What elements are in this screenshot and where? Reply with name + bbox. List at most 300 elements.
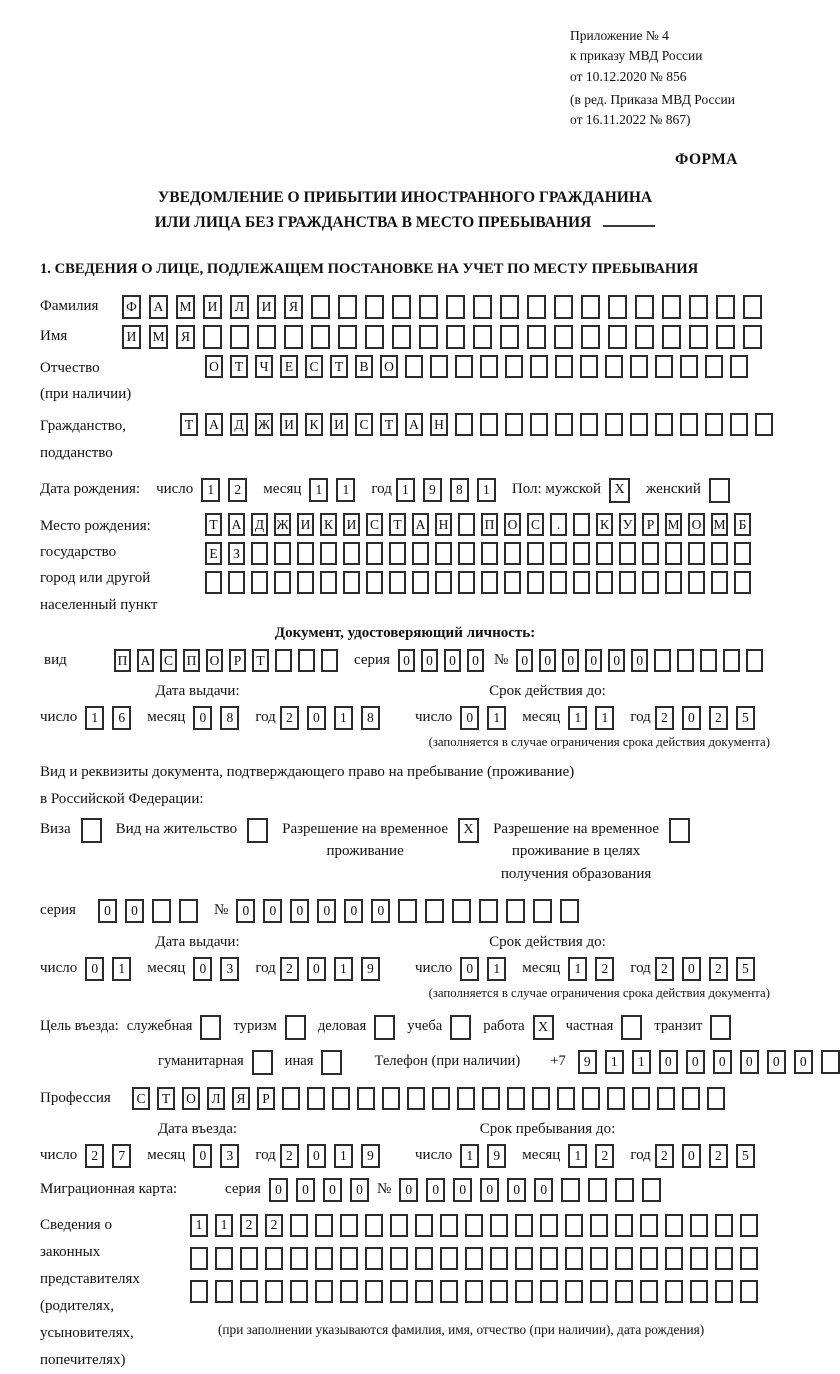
char-cell[interactable] <box>465 1214 483 1237</box>
char-cell[interactable]: 2 <box>655 706 674 730</box>
char-cell[interactable] <box>190 1247 208 1270</box>
char-cell[interactable] <box>654 649 671 672</box>
char-cell[interactable] <box>565 1280 583 1303</box>
char-cell[interactable] <box>642 1178 661 1202</box>
char-cell[interactable] <box>500 295 519 319</box>
char-cell[interactable]: 1 <box>487 706 506 730</box>
char-cell[interactable]: В <box>355 355 373 378</box>
char-cell[interactable] <box>315 1247 333 1270</box>
char-cell[interactable] <box>311 325 330 349</box>
char-cell[interactable]: С <box>355 413 373 436</box>
char-cell[interactable]: 2 <box>280 957 299 981</box>
char-cell[interactable] <box>274 571 291 594</box>
char-cell[interactable] <box>504 542 521 565</box>
char-cell[interactable] <box>530 355 548 378</box>
char-cell[interactable]: Л <box>230 295 249 319</box>
char-cell[interactable] <box>311 295 330 319</box>
char-cell[interactable]: С <box>132 1087 150 1110</box>
char-cell[interactable]: 0 <box>682 957 701 981</box>
char-cell[interactable] <box>682 1087 700 1110</box>
char-cell[interactable] <box>540 1214 558 1237</box>
char-cell[interactable]: И <box>203 295 222 319</box>
char-cell[interactable] <box>415 1280 433 1303</box>
char-cell[interactable]: М <box>176 295 195 319</box>
char-cell[interactable]: О <box>688 513 705 536</box>
char-cell[interactable] <box>581 325 600 349</box>
char-cell[interactable] <box>297 542 314 565</box>
char-cell[interactable] <box>457 1087 475 1110</box>
char-cell[interactable]: Д <box>251 513 268 536</box>
char-cell[interactable]: 1 <box>334 1144 353 1168</box>
char-cell[interactable]: 0 <box>398 649 415 672</box>
char-cell[interactable]: 9 <box>423 478 442 502</box>
char-cell[interactable] <box>740 1280 758 1303</box>
char-cell[interactable]: 0 <box>534 1178 553 1202</box>
char-cell[interactable]: 0 <box>794 1050 813 1074</box>
char-cell[interactable] <box>440 1214 458 1237</box>
char-cell[interactable]: 0 <box>686 1050 705 1074</box>
char-cell[interactable]: Л <box>207 1087 225 1110</box>
char-cell[interactable]: 1 <box>568 1144 587 1168</box>
char-cell[interactable]: Н <box>430 413 448 436</box>
char-cell[interactable]: Е <box>205 542 222 565</box>
char-cell[interactable]: И <box>330 413 348 436</box>
char-cell[interactable] <box>590 1214 608 1237</box>
char-cell[interactable] <box>482 1087 500 1110</box>
char-cell[interactable] <box>465 1280 483 1303</box>
char-cell[interactable]: И <box>257 295 276 319</box>
char-cell[interactable]: А <box>228 513 245 536</box>
char-cell[interactable] <box>662 325 681 349</box>
char-cell[interactable]: 2 <box>265 1214 283 1237</box>
char-cell[interactable]: 0 <box>516 649 533 672</box>
char-cell[interactable]: И <box>297 513 314 536</box>
char-cell[interactable]: 0 <box>344 899 363 923</box>
char-cell[interactable] <box>490 1214 508 1237</box>
char-cell[interactable]: 0 <box>444 649 461 672</box>
char-cell[interactable]: Т <box>389 513 406 536</box>
char-cell[interactable]: 0 <box>296 1178 315 1202</box>
char-cell[interactable] <box>642 542 659 565</box>
char-cell[interactable] <box>573 571 590 594</box>
char-cell[interactable]: 0 <box>307 706 326 730</box>
char-cell[interactable] <box>450 1015 471 1040</box>
char-cell[interactable]: 0 <box>350 1178 369 1202</box>
char-cell[interactable]: 8 <box>220 706 239 730</box>
char-cell[interactable]: 1 <box>85 706 104 730</box>
char-cell[interactable]: С <box>305 355 323 378</box>
char-cell[interactable] <box>392 325 411 349</box>
char-cell[interactable]: 6 <box>112 706 131 730</box>
char-cell[interactable] <box>365 1247 383 1270</box>
char-cell[interactable]: Я <box>232 1087 250 1110</box>
char-cell[interactable]: Т <box>252 649 269 672</box>
char-cell[interactable] <box>389 542 406 565</box>
char-cell[interactable] <box>715 1247 733 1270</box>
char-cell[interactable] <box>307 1087 325 1110</box>
char-cell[interactable] <box>689 325 708 349</box>
char-cell[interactable]: 0 <box>460 706 479 730</box>
char-cell[interactable] <box>343 571 360 594</box>
char-cell[interactable]: 0 <box>682 706 701 730</box>
char-cell[interactable]: 1 <box>605 1050 624 1074</box>
char-cell[interactable] <box>505 355 523 378</box>
char-cell[interactable] <box>596 571 613 594</box>
char-cell[interactable]: Т <box>380 413 398 436</box>
char-cell[interactable] <box>554 295 573 319</box>
char-cell[interactable]: 9 <box>361 1144 380 1168</box>
char-cell[interactable] <box>425 899 444 923</box>
char-cell[interactable]: 0 <box>467 649 484 672</box>
char-cell[interactable]: 0 <box>460 957 479 981</box>
char-cell[interactable]: 0 <box>307 957 326 981</box>
char-cell[interactable] <box>419 295 438 319</box>
char-cell[interactable] <box>690 1280 708 1303</box>
char-cell[interactable]: Е <box>280 355 298 378</box>
char-cell[interactable] <box>290 1280 308 1303</box>
char-cell[interactable]: 1 <box>309 478 328 502</box>
char-cell[interactable] <box>297 571 314 594</box>
char-cell[interactable] <box>203 325 222 349</box>
char-cell[interactable] <box>689 295 708 319</box>
char-cell[interactable] <box>415 1214 433 1237</box>
char-cell[interactable] <box>821 1050 840 1074</box>
char-cell[interactable]: О <box>205 355 223 378</box>
char-cell[interactable] <box>506 899 525 923</box>
char-cell[interactable]: И <box>280 413 298 436</box>
char-cell[interactable]: 0 <box>585 649 602 672</box>
char-cell[interactable]: Т <box>330 355 348 378</box>
char-cell[interactable] <box>357 1087 375 1110</box>
char-cell[interactable] <box>665 1247 683 1270</box>
char-cell[interactable] <box>700 649 717 672</box>
char-cell[interactable] <box>481 571 498 594</box>
char-cell[interactable]: 3 <box>220 1144 239 1168</box>
char-cell[interactable] <box>320 542 337 565</box>
char-cell[interactable] <box>285 1015 306 1040</box>
char-cell[interactable] <box>746 649 763 672</box>
char-cell[interactable]: 8 <box>361 706 380 730</box>
char-cell[interactable] <box>580 413 598 436</box>
char-cell[interactable] <box>527 325 546 349</box>
char-cell[interactable] <box>554 325 573 349</box>
char-cell[interactable] <box>240 1247 258 1270</box>
char-cell[interactable] <box>228 571 245 594</box>
char-cell[interactable] <box>515 1280 533 1303</box>
char-cell[interactable] <box>655 355 673 378</box>
char-cell[interactable] <box>338 295 357 319</box>
char-cell[interactable]: 9 <box>578 1050 597 1074</box>
char-cell[interactable]: З <box>228 542 245 565</box>
char-cell[interactable]: 0 <box>453 1178 472 1202</box>
char-cell[interactable] <box>412 542 429 565</box>
char-cell[interactable] <box>452 899 471 923</box>
char-cell[interactable] <box>382 1087 400 1110</box>
char-cell[interactable] <box>582 1087 600 1110</box>
char-cell[interactable] <box>200 1015 221 1040</box>
char-cell[interactable]: 5 <box>736 957 755 981</box>
char-cell[interactable]: О <box>182 1087 200 1110</box>
char-cell[interactable] <box>680 355 698 378</box>
char-cell[interactable] <box>573 542 590 565</box>
char-cell[interactable]: 2 <box>240 1214 258 1237</box>
char-cell[interactable]: Р <box>642 513 659 536</box>
char-cell[interactable] <box>730 355 748 378</box>
char-cell[interactable] <box>252 1050 273 1075</box>
char-cell[interactable]: Ф <box>122 295 141 319</box>
char-cell[interactable] <box>480 413 498 436</box>
char-cell[interactable]: А <box>412 513 429 536</box>
char-cell[interactable] <box>407 1087 425 1110</box>
char-cell[interactable] <box>743 325 762 349</box>
char-cell[interactable] <box>662 295 681 319</box>
char-cell[interactable]: 9 <box>487 1144 506 1168</box>
char-cell[interactable] <box>690 1247 708 1270</box>
char-cell[interactable] <box>315 1214 333 1237</box>
char-cell[interactable] <box>274 542 291 565</box>
char-cell[interactable]: 0 <box>98 899 117 923</box>
char-cell[interactable]: 0 <box>740 1050 759 1074</box>
char-cell[interactable] <box>621 1015 642 1040</box>
char-cell[interactable]: Т <box>180 413 198 436</box>
char-cell[interactable] <box>715 1214 733 1237</box>
char-cell[interactable]: Н <box>435 513 452 536</box>
char-cell[interactable] <box>550 542 567 565</box>
char-cell[interactable] <box>527 295 546 319</box>
char-cell[interactable] <box>540 1280 558 1303</box>
char-cell[interactable] <box>705 413 723 436</box>
char-cell[interactable] <box>366 571 383 594</box>
char-cell[interactable] <box>630 413 648 436</box>
char-cell[interactable] <box>590 1280 608 1303</box>
char-cell[interactable] <box>343 542 360 565</box>
char-cell[interactable] <box>179 899 198 923</box>
char-cell[interactable]: 1 <box>632 1050 651 1074</box>
char-cell[interactable] <box>711 542 728 565</box>
char-cell[interactable]: X <box>458 818 479 843</box>
char-cell[interactable]: 0 <box>421 649 438 672</box>
char-cell[interactable]: А <box>137 649 154 672</box>
char-cell[interactable]: О <box>380 355 398 378</box>
char-cell[interactable] <box>515 1247 533 1270</box>
char-cell[interactable] <box>340 1247 358 1270</box>
char-cell[interactable] <box>657 1087 675 1110</box>
char-cell[interactable]: 0 <box>85 957 104 981</box>
char-cell[interactable] <box>473 295 492 319</box>
char-cell[interactable]: 1 <box>334 706 353 730</box>
char-cell[interactable] <box>215 1280 233 1303</box>
char-cell[interactable] <box>389 571 406 594</box>
char-cell[interactable] <box>190 1280 208 1303</box>
char-cell[interactable] <box>740 1247 758 1270</box>
char-cell[interactable] <box>412 571 429 594</box>
char-cell[interactable] <box>365 1280 383 1303</box>
char-cell[interactable]: Б <box>734 513 751 536</box>
char-cell[interactable]: 7 <box>112 1144 131 1168</box>
char-cell[interactable] <box>640 1214 658 1237</box>
char-cell[interactable] <box>282 1087 300 1110</box>
char-cell[interactable] <box>504 571 521 594</box>
char-cell[interactable] <box>265 1247 283 1270</box>
char-cell[interactable] <box>340 1280 358 1303</box>
char-cell[interactable]: 0 <box>307 1144 326 1168</box>
char-cell[interactable]: 5 <box>736 1144 755 1168</box>
char-cell[interactable] <box>635 325 654 349</box>
char-cell[interactable]: А <box>205 413 223 436</box>
char-cell[interactable]: М <box>711 513 728 536</box>
char-cell[interactable] <box>338 325 357 349</box>
char-cell[interactable]: 2 <box>655 957 674 981</box>
char-cell[interactable] <box>605 355 623 378</box>
char-cell[interactable]: С <box>527 513 544 536</box>
char-cell[interactable]: Т <box>157 1087 175 1110</box>
char-cell[interactable] <box>481 542 498 565</box>
char-cell[interactable] <box>734 571 751 594</box>
char-cell[interactable] <box>479 899 498 923</box>
char-cell[interactable] <box>500 325 519 349</box>
char-cell[interactable]: 0 <box>608 649 625 672</box>
char-cell[interactable] <box>435 542 452 565</box>
char-cell[interactable]: 0 <box>659 1050 678 1074</box>
char-cell[interactable] <box>555 355 573 378</box>
char-cell[interactable]: 0 <box>125 899 144 923</box>
char-cell[interactable]: О <box>504 513 521 536</box>
char-cell[interactable] <box>230 325 249 349</box>
char-cell[interactable] <box>530 413 548 436</box>
char-cell[interactable]: 1 <box>460 1144 479 1168</box>
char-cell[interactable] <box>392 295 411 319</box>
char-cell[interactable] <box>332 1087 350 1110</box>
char-cell[interactable] <box>446 295 465 319</box>
char-cell[interactable]: 0 <box>371 899 390 923</box>
char-cell[interactable]: Ч <box>255 355 273 378</box>
char-cell[interactable]: 2 <box>709 957 728 981</box>
char-cell[interactable] <box>365 1214 383 1237</box>
char-cell[interactable]: 2 <box>709 1144 728 1168</box>
char-cell[interactable]: 1 <box>215 1214 233 1237</box>
char-cell[interactable] <box>435 571 452 594</box>
char-cell[interactable]: 0 <box>317 899 336 923</box>
char-cell[interactable]: 1 <box>477 478 496 502</box>
char-cell[interactable] <box>630 355 648 378</box>
char-cell[interactable] <box>711 571 728 594</box>
char-cell[interactable]: 0 <box>193 957 212 981</box>
char-cell[interactable]: 8 <box>450 478 469 502</box>
char-cell[interactable] <box>455 413 473 436</box>
char-cell[interactable] <box>642 571 659 594</box>
char-cell[interactable]: 0 <box>193 706 212 730</box>
char-cell[interactable] <box>632 1087 650 1110</box>
char-cell[interactable] <box>251 542 268 565</box>
char-cell[interactable] <box>515 1214 533 1237</box>
char-cell[interactable] <box>605 413 623 436</box>
char-cell[interactable] <box>581 295 600 319</box>
char-cell[interactable] <box>505 413 523 436</box>
char-cell[interactable] <box>480 355 498 378</box>
char-cell[interactable] <box>640 1280 658 1303</box>
char-cell[interactable] <box>715 1280 733 1303</box>
char-cell[interactable]: 0 <box>682 1144 701 1168</box>
char-cell[interactable] <box>565 1247 583 1270</box>
char-cell[interactable]: 1 <box>487 957 506 981</box>
char-cell[interactable]: 1 <box>568 706 587 730</box>
char-cell[interactable]: С <box>160 649 177 672</box>
char-cell[interactable]: 3 <box>220 957 239 981</box>
char-cell[interactable] <box>560 899 579 923</box>
char-cell[interactable]: Я <box>176 325 195 349</box>
char-cell[interactable]: 1 <box>334 957 353 981</box>
char-cell[interactable]: Т <box>205 513 222 536</box>
char-cell[interactable] <box>440 1280 458 1303</box>
char-cell[interactable]: 2 <box>228 478 247 502</box>
char-cell[interactable] <box>709 478 730 503</box>
char-cell[interactable] <box>619 571 636 594</box>
char-cell[interactable]: X <box>609 478 630 503</box>
char-cell[interactable]: 0 <box>263 899 282 923</box>
char-cell[interactable] <box>573 513 590 536</box>
char-cell[interactable]: Д <box>230 413 248 436</box>
char-cell[interactable] <box>588 1178 607 1202</box>
char-cell[interactable] <box>665 1280 683 1303</box>
char-cell[interactable]: 2 <box>280 1144 299 1168</box>
char-cell[interactable] <box>665 571 682 594</box>
char-cell[interactable]: 0 <box>713 1050 732 1074</box>
char-cell[interactable] <box>390 1214 408 1237</box>
char-cell[interactable] <box>455 355 473 378</box>
char-cell[interactable]: 2 <box>595 1144 614 1168</box>
char-cell[interactable]: К <box>305 413 323 436</box>
char-cell[interactable]: М <box>665 513 682 536</box>
char-cell[interactable]: Я <box>284 295 303 319</box>
char-cell[interactable] <box>390 1247 408 1270</box>
char-cell[interactable] <box>743 295 762 319</box>
char-cell[interactable] <box>290 1214 308 1237</box>
char-cell[interactable]: У <box>619 513 636 536</box>
char-cell[interactable] <box>730 413 748 436</box>
char-cell[interactable]: . <box>550 513 567 536</box>
char-cell[interactable] <box>365 325 384 349</box>
char-cell[interactable] <box>540 1247 558 1270</box>
char-cell[interactable]: 2 <box>85 1144 104 1168</box>
char-cell[interactable]: К <box>596 513 613 536</box>
char-cell[interactable]: М <box>149 325 168 349</box>
char-cell[interactable]: А <box>149 295 168 319</box>
char-cell[interactable] <box>608 295 627 319</box>
char-cell[interactable] <box>257 325 276 349</box>
char-cell[interactable] <box>734 542 751 565</box>
char-cell[interactable] <box>688 542 705 565</box>
char-cell[interactable] <box>152 899 171 923</box>
char-cell[interactable] <box>635 295 654 319</box>
char-cell[interactable] <box>527 542 544 565</box>
char-cell[interactable] <box>366 542 383 565</box>
char-cell[interactable] <box>655 413 673 436</box>
char-cell[interactable]: 0 <box>236 899 255 923</box>
char-cell[interactable]: 0 <box>399 1178 418 1202</box>
char-cell[interactable] <box>251 571 268 594</box>
char-cell[interactable] <box>607 1087 625 1110</box>
char-cell[interactable]: П <box>183 649 200 672</box>
char-cell[interactable] <box>446 325 465 349</box>
char-cell[interactable]: 0 <box>631 649 648 672</box>
char-cell[interactable] <box>398 899 417 923</box>
char-cell[interactable] <box>290 1247 308 1270</box>
char-cell[interactable] <box>608 325 627 349</box>
char-cell[interactable]: Р <box>229 649 246 672</box>
char-cell[interactable] <box>374 1015 395 1040</box>
char-cell[interactable] <box>557 1087 575 1110</box>
char-cell[interactable] <box>555 413 573 436</box>
